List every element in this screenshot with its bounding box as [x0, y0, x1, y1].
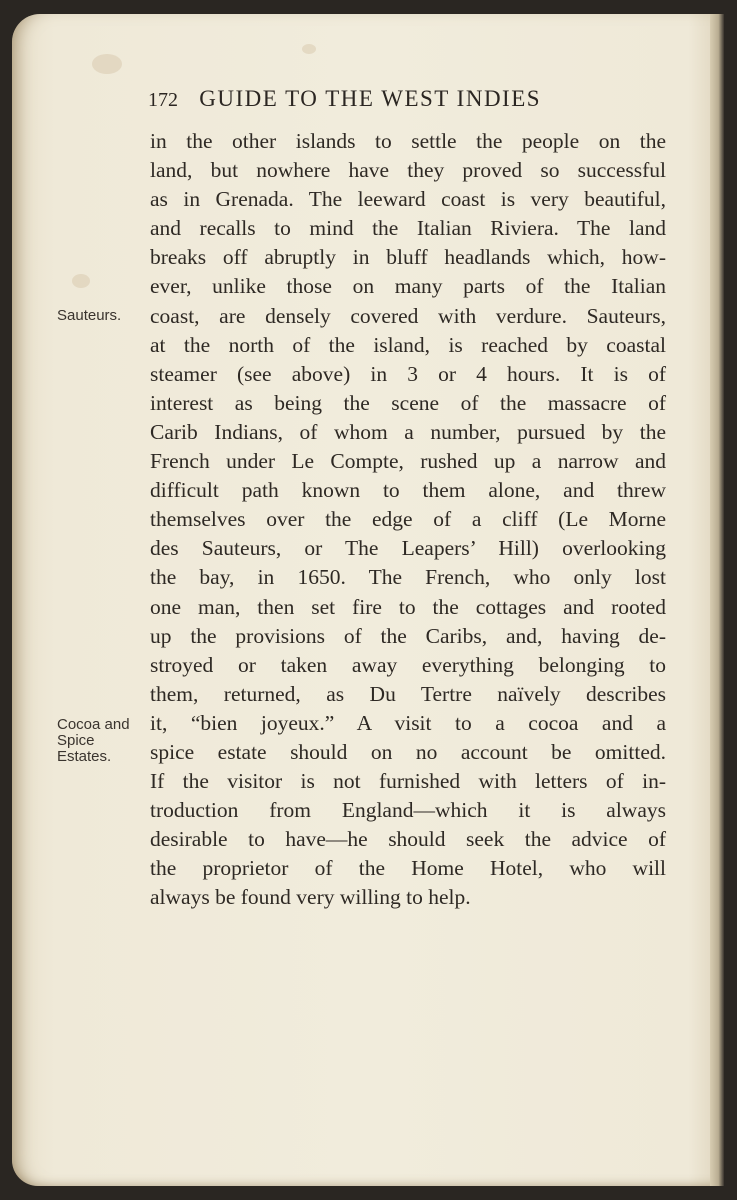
- page-edge: [710, 14, 724, 1186]
- body-line: in the other islands to settle the people on the: [150, 129, 666, 153]
- body-line: spice estate should on no account be omitted.: [150, 739, 666, 764]
- body-line: the proprietor of the Home Hotel, who will: [150, 856, 666, 881]
- body-line: breaks off abruptly in bluff headlands which, how-: [150, 245, 666, 270]
- body-line: themselves over the edge of a cliff (Le Morne: [150, 507, 666, 532]
- body-line: the bay, in 1650. The French, who only lost: [150, 565, 666, 590]
- paper-stain: [302, 44, 316, 54]
- body-line: desirable to have—he should seek the advice of: [150, 827, 666, 852]
- body-line: land, but nowhere have they proved so successful: [150, 158, 666, 183]
- body-line: up the provisions of the Caribs, and, having de-: [150, 623, 666, 648]
- body-line: it, “bien joyeux.” A visit to a cocoa and a: [150, 710, 666, 735]
- margin-note-cocoa-spice: [57, 717, 130, 765]
- margin-note-line: Sauteurs.: [57, 307, 122, 324]
- margin-note-line: Cocoa and: [57, 716, 130, 733]
- body-line: interest as being the scene of the massacre of: [150, 390, 666, 415]
- body-line: stroyed or taken away everything belonging to: [150, 652, 666, 677]
- body-line: and recalls to mind the Italian Riviera. The land: [150, 216, 666, 241]
- margin-note-line: Spice: [57, 732, 95, 749]
- body-line: one man, then set fire to the cottages and rooted: [150, 594, 666, 619]
- body-line: coast, are densely covered with verdure. Sauteurs,: [150, 303, 666, 328]
- running-header: [148, 86, 668, 112]
- body-line: troduction from England—which it is always: [150, 798, 666, 823]
- running-title: GUIDE TO THE WEST INDIES: [199, 86, 542, 111]
- body-paragraph: [150, 127, 666, 913]
- body-line: des Sauteurs, or The Leapers’ Hill) overlooking: [150, 536, 666, 561]
- body-line: If the visitor is not furnished with letters of in-: [150, 769, 666, 794]
- margin-note-line: Estates.: [57, 748, 112, 765]
- body-line: ever, unlike those on many parts of the Italian: [150, 274, 666, 299]
- paper-stain: [92, 54, 122, 74]
- body-line: French under Le Compte, rushed up a narrow and: [150, 449, 666, 474]
- body-line: steamer (see above) in 3 or 4 hours. It is of: [150, 361, 666, 386]
- body-line: Carib Indians, of whom a number, pursued by the: [150, 419, 666, 444]
- body-line: always be found very willing to help.: [150, 885, 471, 910]
- body-line: them, returned, as Du Tertre naïvely describes: [150, 681, 666, 706]
- page-number: 172: [148, 89, 178, 111]
- body-line: difficult path known to them alone, and threw: [150, 478, 666, 503]
- paper-stain: [72, 274, 90, 288]
- body-line: at the north of the island, is reached by coastal: [150, 332, 666, 357]
- margin-note-sauteurs: [57, 308, 121, 324]
- body-line: as in Grenada. The leeward coast is very beautiful,: [150, 187, 666, 212]
